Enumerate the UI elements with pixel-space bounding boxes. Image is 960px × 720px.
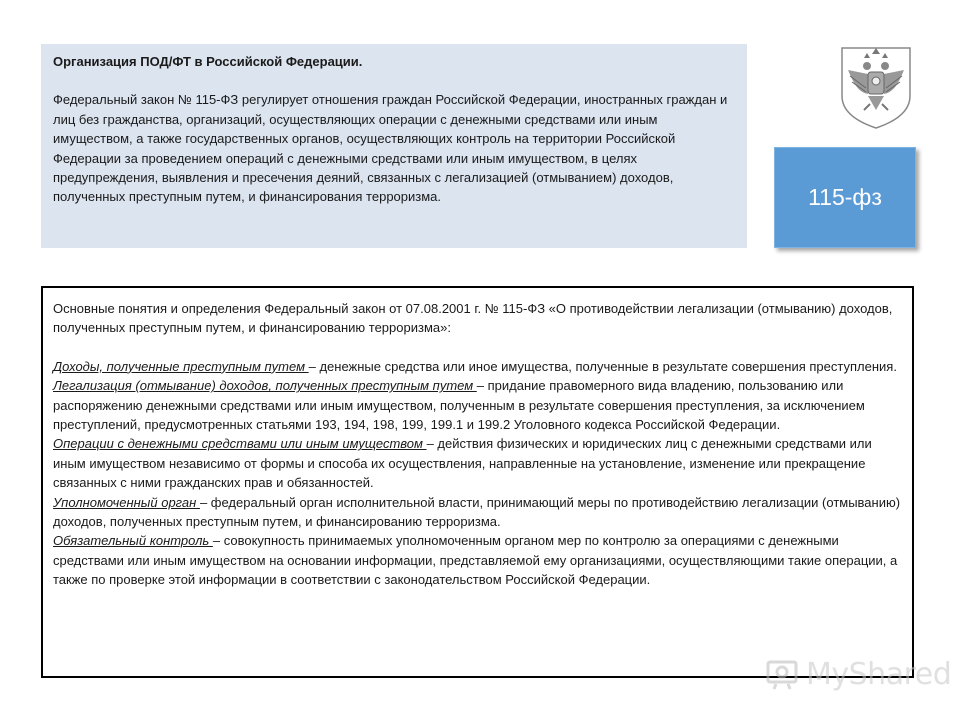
definition-term: Легализация (отмывание) доходов, полученных преступным путем [53, 378, 477, 394]
definition-text: – федеральный орган исполнительной власти, принимающий меры по противодействию легализации (отмыванию) доходов, полученных преступным путем, и финансированию терроризма. [53, 494, 901, 530]
definition-text: – действия физических и юридических лиц с денежными средствами или иным имуществом независимо от формы и способа их осуществления, направленные на установление, изменение или прекращение связанных с ними гражданских прав и обязанностей. [53, 436, 872, 491]
definition-item [53, 434, 902, 492]
law-badge: 115-фз [774, 147, 916, 248]
projector-icon [766, 658, 802, 690]
definition-item [53, 493, 902, 532]
definition-term: Доходы, полученные преступным путем [53, 358, 309, 374]
panel-title: Организация ПОД/ФТ в Российской Федерации. [53, 54, 363, 69]
watermark-text: MyShared [806, 656, 952, 692]
definition-term: Уполномоченный орган [53, 494, 200, 510]
watermark [766, 656, 951, 692]
definition-item [53, 531, 902, 589]
panel-body: Федеральный закон № 115-ФЗ регулирует отношения граждан Российской Федерации, иностранных граждан и лиц без гражданства, организаций, осуществляющих операции с денежными средствами или иным имуществом, а также государственных органов, осуществляющих контроль на территории Российской Федерации за проведением операций с денежными средствами или иным имуществом, в целях предупреждения, выявления и пресечения деяний, связанных с легализацией (отмыванием) доходов, полученных преступным путем, и финансирования терроризма. [53, 92, 728, 205]
coat-of-arms-icon [836, 44, 916, 130]
definition-term: Операции с денежными средствами или иным имуществом [53, 436, 427, 452]
definition-text: – совокупность принимаемых уполномоченным органом мер по контролю за операциями с денежными средствами или иным имуществом на основании информации, представляемой ему организациями, осуществляющими такие операции, а также по проверке этой информации в соответствии с законодательством Российской Федерации. [53, 533, 898, 588]
intro-panel [41, 44, 747, 248]
definitions-panel [41, 286, 914, 678]
definitions-intro: Основные понятия и определения Федеральный закон от 07.08.2001 г. № 115-ФЗ «О противодействии легализации (отмыванию) доходов, полученных преступным путем, и финансированию терроризма»: [53, 301, 893, 336]
definition-item [53, 357, 902, 376]
definition-term: Обязательный контроль [53, 533, 213, 549]
definition-item [53, 376, 902, 434]
definition-text: – придание правомерного вида владению, пользованию или распоряжению денежными средствами или иным имуществом, полученным в результате совершения преступления, за исключением преступлений, предусмотренных статьями 193, 194, 198, 199, 199.1 и 199.2 Уголовного кодекса Российской Федерации. [53, 378, 865, 433]
definition-text: – денежные средства или иное имущества, полученные в результате совершения преступления. [308, 358, 897, 374]
